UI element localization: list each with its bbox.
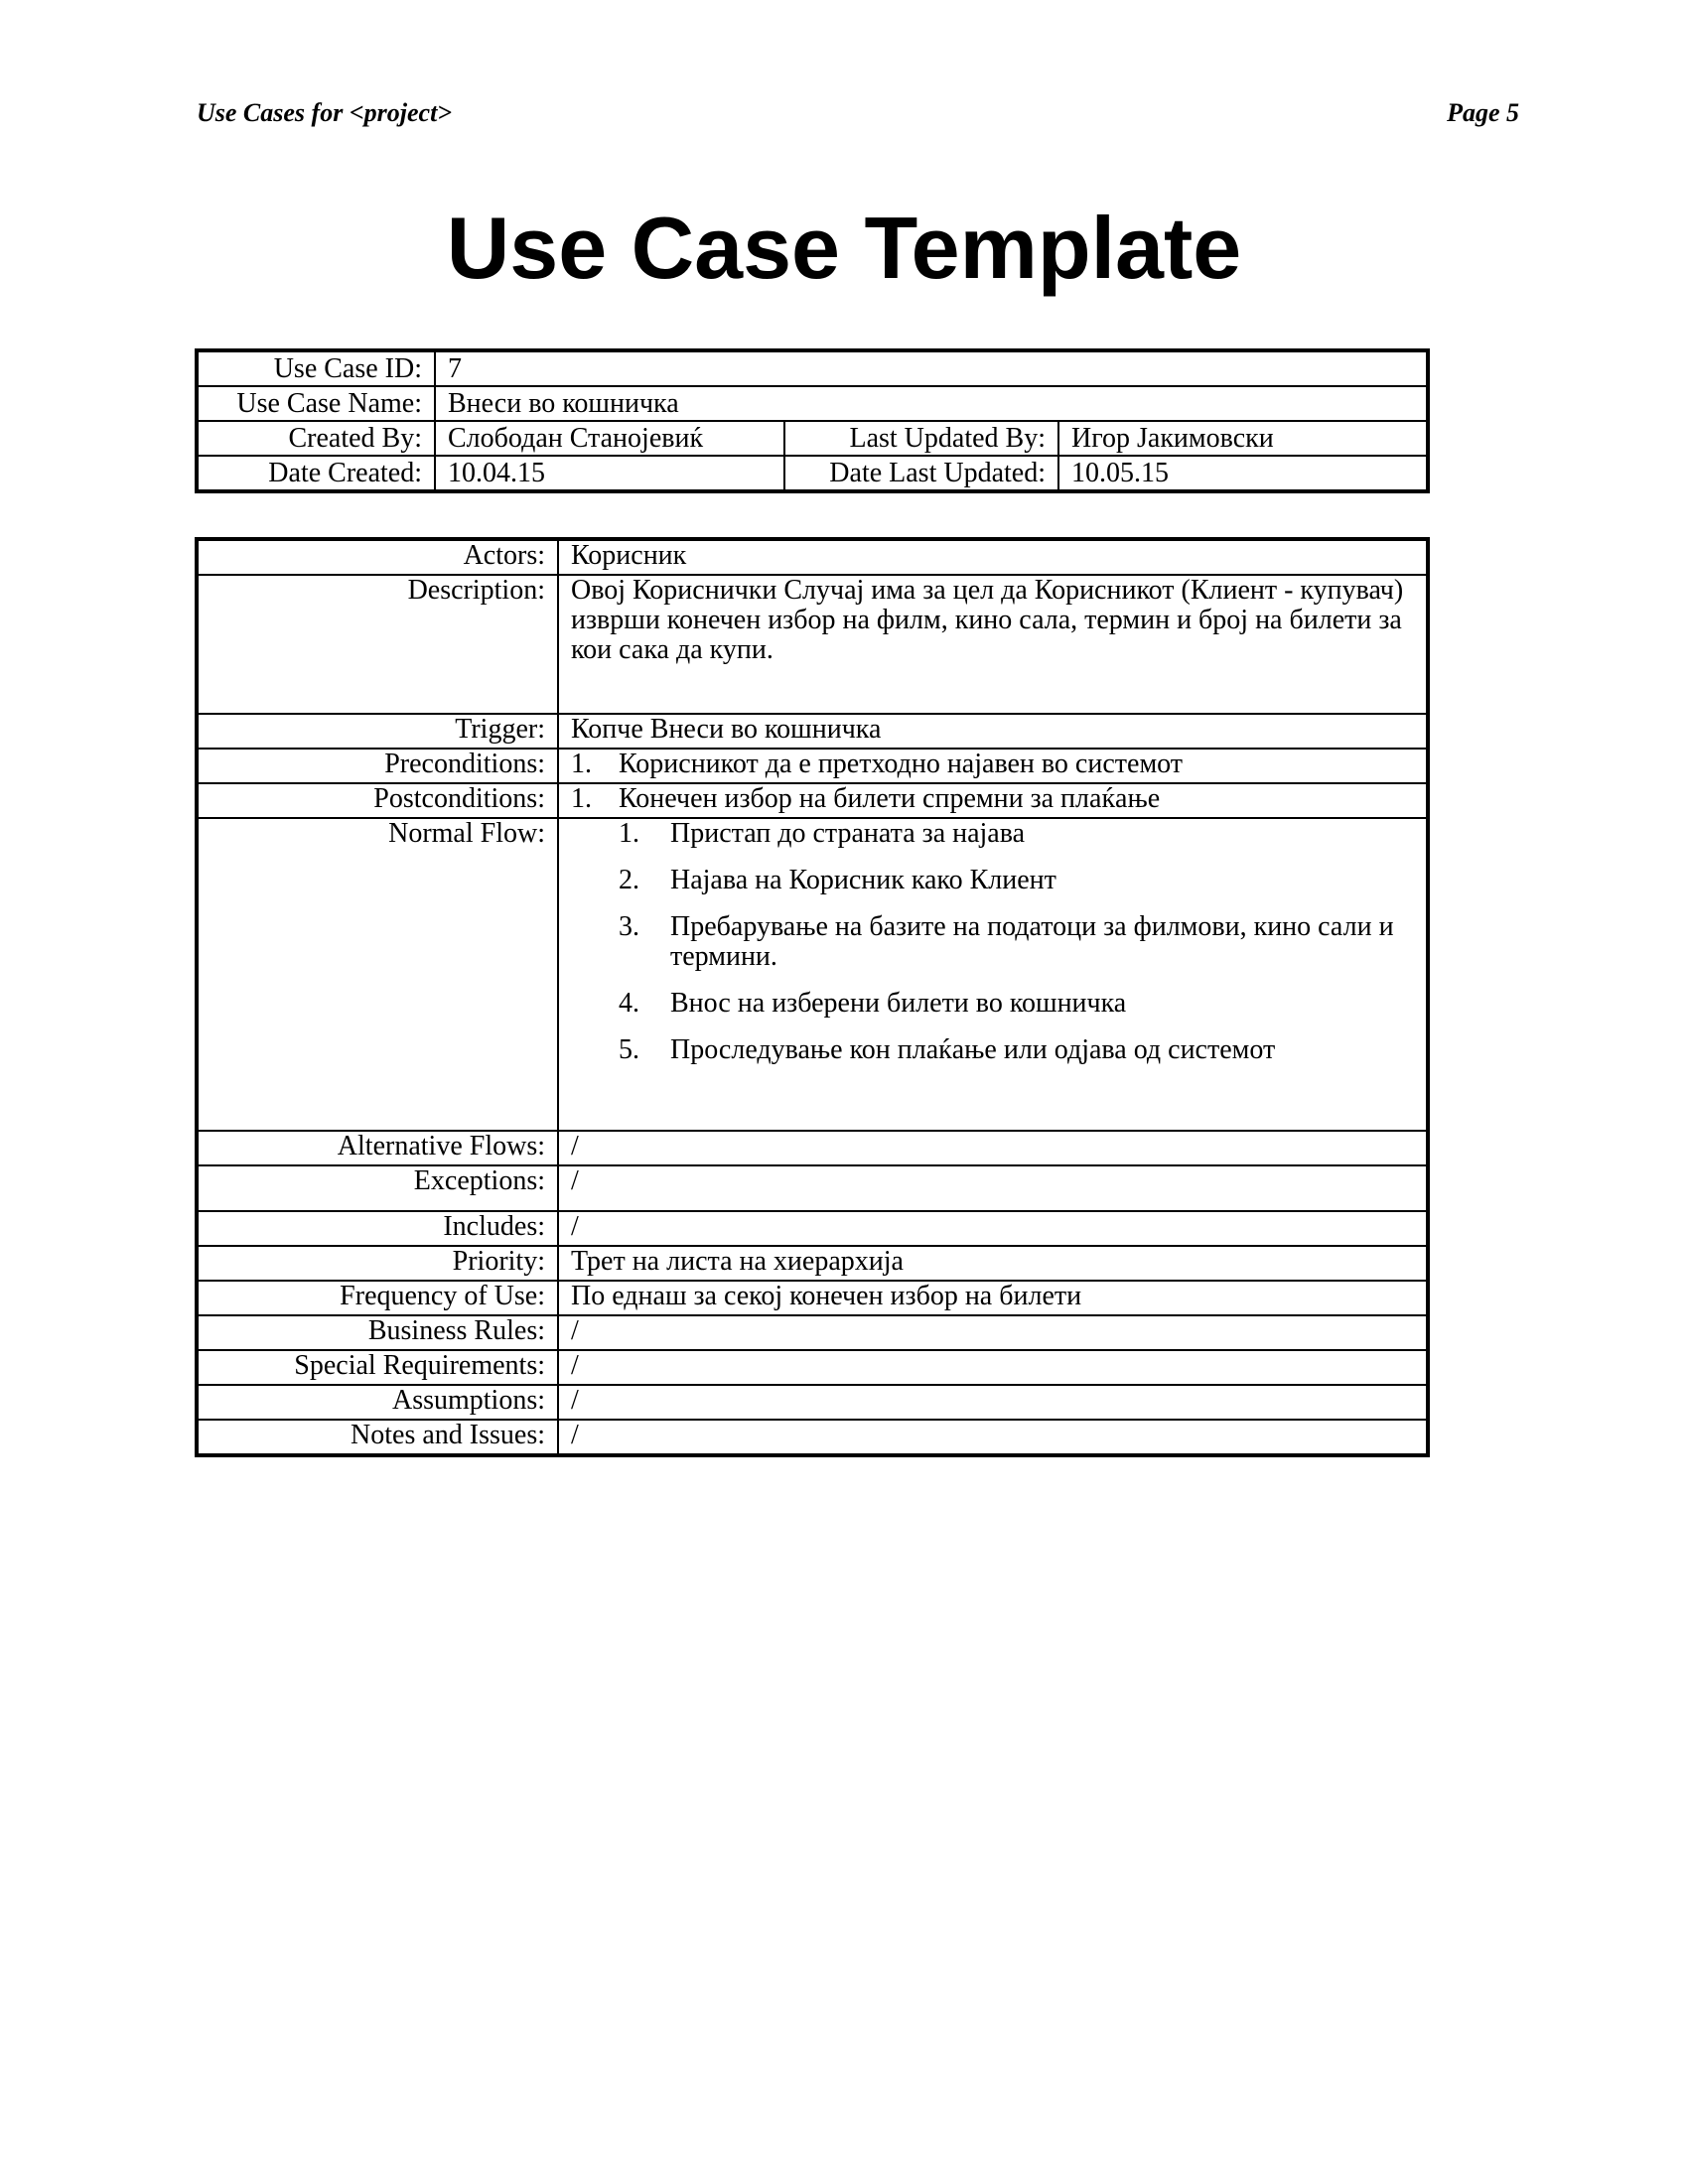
use-case-id-value: 7 xyxy=(435,350,1428,386)
normal-flow-label: Normal Flow: xyxy=(197,818,558,1131)
date-last-updated-value: 10.05.15 xyxy=(1058,456,1428,491)
includes-value: / xyxy=(558,1211,1428,1246)
trigger-value: Копче Внеси во кошничка xyxy=(558,714,1428,749)
row-priority xyxy=(197,1246,1428,1281)
row-preconditions xyxy=(197,749,1428,783)
actors-value: Корисник xyxy=(558,539,1428,575)
use-case-name-label: Use Case Name: xyxy=(197,386,435,421)
row-actors xyxy=(197,539,1428,575)
business-rules-value: / xyxy=(558,1315,1428,1350)
alternative-flows-label: Alternative Flows: xyxy=(197,1131,558,1165)
priority-value: Трет на листа на хиерархија xyxy=(558,1246,1428,1281)
meta-row-created-by xyxy=(197,421,1428,456)
page-header-right: Page 5 xyxy=(1447,98,1519,127)
special-requirements-label: Special Requirements: xyxy=(197,1350,558,1385)
assumptions-value: / xyxy=(558,1385,1428,1420)
preconditions-label: Preconditions: xyxy=(197,749,558,783)
exceptions-label: Exceptions: xyxy=(197,1165,558,1211)
description-label: Description: xyxy=(197,575,558,714)
flow-step-number: 1. xyxy=(619,818,639,849)
notes-value: / xyxy=(558,1420,1428,1455)
list-item xyxy=(571,750,1414,779)
frequency-label: Frequency of Use: xyxy=(197,1281,558,1315)
list-item-text: Корисникот да е претходно најавен во системот xyxy=(619,749,1184,779)
postconditions-list xyxy=(571,784,1414,814)
list-item-text: Конечен избор на билети спремни за плаќање xyxy=(619,783,1161,814)
flow-step-text: Најава на Корисник како Клиент xyxy=(670,865,1056,895)
flow-step-text: Пристап до страната за најава xyxy=(670,818,1026,849)
special-requirements-value: / xyxy=(558,1350,1428,1385)
list-item xyxy=(571,784,1414,814)
flow-step xyxy=(619,819,1414,849)
row-frequency xyxy=(197,1281,1428,1315)
date-last-updated-label: Date Last Updated: xyxy=(784,456,1058,491)
row-notes xyxy=(197,1420,1428,1455)
list-item-number: 1. xyxy=(571,749,592,779)
meta-row-name xyxy=(197,386,1428,421)
alternative-flows-value: / xyxy=(558,1131,1428,1165)
meta-row-id xyxy=(197,350,1428,386)
date-created-value: 10.04.15 xyxy=(435,456,784,491)
use-case-detail-table xyxy=(195,537,1430,1457)
flow-step-number: 2. xyxy=(619,865,639,895)
row-assumptions xyxy=(197,1385,1428,1420)
row-exceptions xyxy=(197,1165,1428,1211)
row-description xyxy=(197,575,1428,714)
includes-label: Includes: xyxy=(197,1211,558,1246)
flow-step-number: 4. xyxy=(619,988,639,1019)
frequency-value: По еднаш за секој конечен избор на билети xyxy=(558,1281,1428,1315)
row-normal-flow xyxy=(197,818,1428,1131)
row-includes xyxy=(197,1211,1428,1246)
flow-step xyxy=(619,1035,1414,1065)
document-title: Use Case Template xyxy=(446,199,1242,297)
flow-step-text: Пребарување на базите на податоци за филмови, кино сали и термини. xyxy=(670,911,1394,972)
row-trigger xyxy=(197,714,1428,749)
row-business-rules xyxy=(197,1315,1428,1350)
row-special-requirements xyxy=(197,1350,1428,1385)
flow-step-number: 3. xyxy=(619,911,639,942)
flow-step xyxy=(619,866,1414,895)
preconditions-list xyxy=(571,750,1414,779)
created-by-value: Слободан Станојевиќ xyxy=(435,421,784,456)
priority-label: Priority: xyxy=(197,1246,558,1281)
date-created-label: Date Created: xyxy=(197,456,435,491)
row-alternative-flows xyxy=(197,1131,1428,1165)
row-postconditions xyxy=(197,783,1428,818)
flow-step-number: 5. xyxy=(619,1034,639,1065)
preconditions-value xyxy=(558,749,1428,783)
meta-row-dates xyxy=(197,456,1428,491)
normal-flow-list xyxy=(571,819,1414,1065)
flow-step xyxy=(619,912,1414,972)
use-case-meta-table xyxy=(195,348,1430,493)
list-item-number: 1. xyxy=(571,783,592,814)
use-case-name-value: Внеси во кошничка xyxy=(435,386,1428,421)
page-header-left: Use Cases for <project> xyxy=(197,98,453,127)
trigger-label: Trigger: xyxy=(197,714,558,749)
last-updated-by-label: Last Updated By: xyxy=(784,421,1058,456)
exceptions-value: / xyxy=(558,1165,1428,1211)
postconditions-label: Postconditions: xyxy=(197,783,558,818)
business-rules-label: Business Rules: xyxy=(197,1315,558,1350)
flow-step xyxy=(619,989,1414,1019)
postconditions-value xyxy=(558,783,1428,818)
last-updated-by-value: Игор Јакимовски xyxy=(1058,421,1428,456)
actors-label: Actors: xyxy=(197,539,558,575)
flow-step-text: Внос на изберени билети во кошничка xyxy=(670,988,1127,1019)
normal-flow-value xyxy=(558,818,1428,1131)
use-case-id-label: Use Case ID: xyxy=(197,350,435,386)
description-value: Овој Кориснички Случај има за цел да Корисникот (Клиент - купувач) изврши конечен избор на филм, кино сала, термин и број на билети за кои сака да купи. xyxy=(558,575,1428,714)
created-by-label: Created By: xyxy=(197,421,435,456)
assumptions-label: Assumptions: xyxy=(197,1385,558,1420)
notes-label: Notes and Issues: xyxy=(197,1420,558,1455)
flow-step-text: Проследување кон плаќање или одјава од системот xyxy=(670,1034,1276,1065)
